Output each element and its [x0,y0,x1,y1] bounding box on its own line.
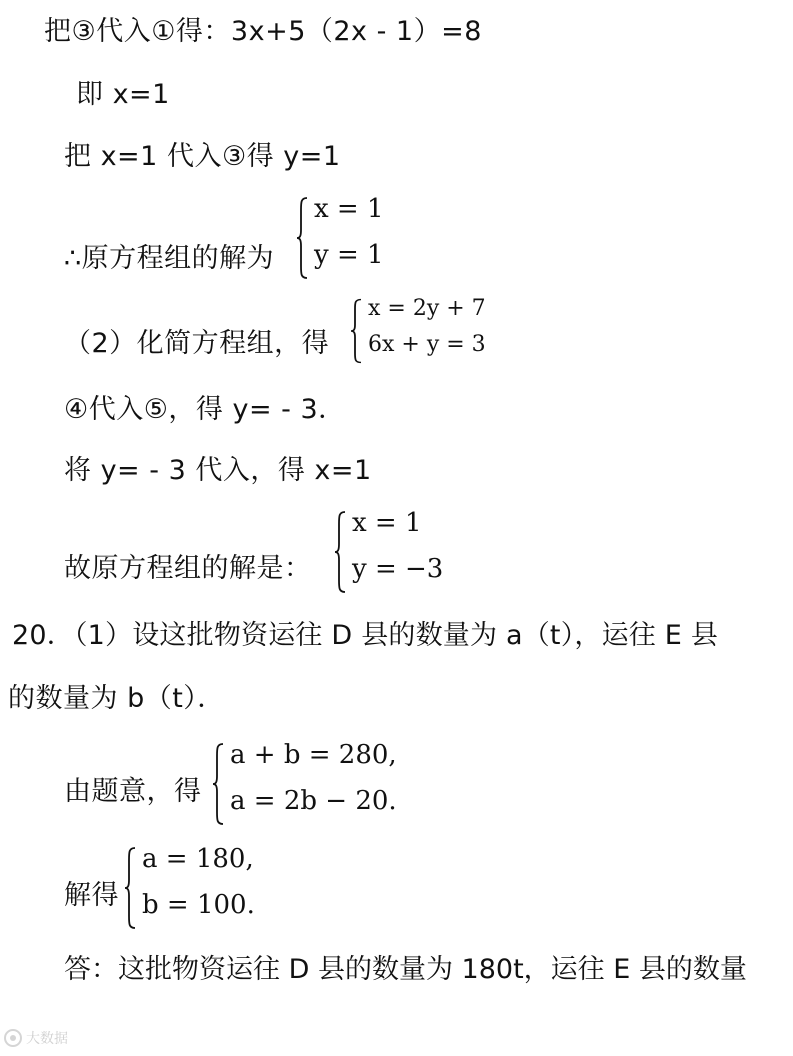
line-simplify-system: （2）化简方程组，得 [64,328,330,359]
brace-icon [334,510,346,594]
line-answer: 答：这批物资运往 D 县的数量为 180t，运往 E 县的数量 [64,954,747,985]
watermark-text: 大数据 [26,1031,68,1047]
line-solve-label: 解得 [64,880,119,911]
line-problem-20-continued: 的数量为 b（t）． [8,683,225,714]
equation-top: x = 1 [352,508,422,538]
equation-bottom: a = 2b − 20. [230,786,397,816]
watermark [4,1028,68,1048]
equation-system-solution-2 [334,510,454,594]
line-x-equals-1: 即 x=1 [76,79,170,110]
equation-bottom: y = −3 [352,554,444,584]
equation-system-ab-solution [124,846,254,930]
line-substitute-y: 将 y= - 3 代入，得 x=1 [64,455,372,486]
equation-system-simplified [350,298,490,364]
equation-top: a = 180, [142,844,254,874]
line-solution-label-1: ∴原方程组的解为 [64,243,275,274]
brace-icon [350,298,362,364]
line-substitute-x-into-3: 把 x=1 代入③得 y=1 [64,141,341,172]
equation-top: a + b = 280, [230,740,397,770]
line-problem-20-part-1: 20．（1）设这批物资运往 D 县的数量为 a（t），运往 E 县 [12,620,719,651]
brace-icon [296,196,308,280]
equation-top: x = 1 [314,194,384,224]
line-substitute-3-into-1: 把③代入①得：3x+5（2x - 1）=8 [44,16,482,47]
line-substitute-4-into-5: ④代入⑤，得 y= - 3． [64,394,346,425]
brace-icon [212,742,224,826]
equation-top: x = 2y + 7 [368,296,486,321]
equation-bottom: b = 100. [142,890,255,920]
equation-bottom: y = 1 [314,240,384,270]
equation-system-ab [212,740,397,826]
brace-icon [124,846,136,930]
equation-bottom: 6x + y = 3 [368,332,486,357]
line-from-problem-statement: 由题意，得 [64,776,202,807]
equation-system-solution-1 [296,196,406,280]
line-solution-label-2: 故原方程组的解是： [64,553,312,584]
watermark-logo-icon [4,1029,22,1047]
